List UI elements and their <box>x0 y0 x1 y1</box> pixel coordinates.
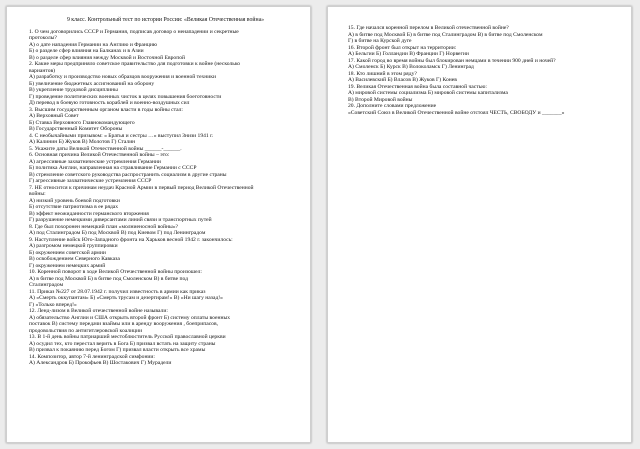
text-line: 14. Композитор, автор 7-й ленинградской симфонии: <box>29 353 155 360</box>
text-line: А) под Сталинградом Б) под Москвой В) под Киевом Г) под Ленинградом <box>29 230 206 236</box>
text-line: 3. Высшим государственным органом власти в годы войны стал: <box>29 106 183 113</box>
text-line: А) Калинин Б) Жуков В) Молотов Г) Сталин <box>29 139 136 145</box>
text-line: 18. Кто лишний в этом ряду? <box>348 70 417 77</box>
text-line: войны: <box>29 191 46 197</box>
text-line: Б) отсутствие патриотизма в ее рядах <box>29 204 119 210</box>
text-line: А) обязательство Англии и США открыть второй фронт Б) систему оплаты военных <box>29 314 230 321</box>
text-line: В) укрепление трудовой дисциплины <box>29 87 118 93</box>
text-line: Г) в битве на Курской дуге <box>348 38 412 44</box>
page-2-questions <box>348 25 623 116</box>
text-line: Г) «Только вперед!» <box>29 301 77 308</box>
text-line: А) Василевский Б) Власов В) Жуков Г) Конев <box>348 77 457 83</box>
text-line: В) Второй Мировой войны <box>348 96 413 103</box>
text-line: Г) окружением немецких армий <box>29 262 106 269</box>
text-line: Г) агрессивные захватнические устремления СССР <box>29 178 152 184</box>
text-line: 11. Приказ №227 от 28.07.1942 г. получил известность в армии как приказ <box>29 288 206 295</box>
text-line: 2. Какие меры предприняло советское правительство для подготовки к войне (несколько <box>29 61 241 67</box>
text-line: Г) разрушение немецкими диверсантами линий связи и транспортных путей <box>29 217 212 223</box>
text-line: Г) проведение политических военных чисток в целях повышения боеготовности <box>29 93 222 100</box>
text-line: Б) окружением советской армии <box>29 249 106 256</box>
text-line: В) о разделе сфер влияния между Москвой и Восточной Европой <box>29 54 186 61</box>
text-line: А) о дате нападения Германии на Англию и Францию <box>29 41 158 48</box>
text-line: В) эффект неожиданности германского вторжения <box>29 210 149 217</box>
text-line: А) Верховный Совет <box>29 113 79 119</box>
document-page-1 <box>6 6 311 443</box>
text-line: В) стремление советского руководства распространить социализм в другие страны <box>29 171 227 178</box>
text-line: 5. Укажите даты Великой Отечественной войны ______-______. <box>29 145 182 152</box>
text-line: А) Александров Б) Прокофьев В) Шостакович Г) Мурадели <box>29 360 172 366</box>
text-line: поставок В) систему передачи взаймы или в аренду вооружения , боеприпасов, <box>29 321 219 327</box>
text-line: 17. Какой город во время войны был блокирован немцами в течении 900 дней и ночей? <box>348 57 556 64</box>
text-line: Б) о разделе сфер влияния на Балканах и в Азии <box>29 48 144 54</box>
text-line: вариантов) <box>29 67 55 74</box>
text-line: Б) увеличение бюджетных ассигнований на оборону <box>29 80 155 87</box>
text-line: А) осудил тех, кто перестал верить в Бога Б) призвал встать на защиту страны <box>29 340 216 347</box>
text-line: 1. О чем договорились СССР и Германия, подписав договор о ненападении и секретные <box>29 28 239 35</box>
text-line: В) Государственный Комитет Обороны <box>29 126 123 132</box>
page-1-content <box>7 7 310 371</box>
text-line: Д) перевод в боевую готовность кораблей и военно-воздушных сил <box>29 100 190 106</box>
text-line: Сталинградом <box>29 282 64 288</box>
text-line: А) агрессивные захватнические устремления Германии <box>29 158 161 165</box>
text-line: «Советский Союз в Великой Отечественной войне отстоял ЧЕСТЬ, СВОБОДУ и _______» <box>348 109 565 116</box>
text-line: 19. Великая Отечественная война была составной частью: <box>348 83 487 90</box>
text-line: 6. Основная причина Великой Отечественной войны – это: <box>29 152 170 158</box>
text-line: Б) политика Англии, направленная на стравливание Германии с СССР <box>29 165 197 171</box>
text-line: А) в битве под Москвой Б) в битве под Сталинградом В) в битве под Смоленском <box>348 31 543 38</box>
text-line: 9. Наступление войск Юго-Западного фронта на Харьков весной 1942 г. закончилось: <box>29 236 233 243</box>
text-line: 7. НЕ относится к причинам неудач Красной Армии в первый период Великой Отечественной <box>29 184 254 191</box>
text-line: 8. Где был похоронен немецкий план «молниеносной войны»? <box>29 223 179 230</box>
text-line: Б) Ставка Верховного Главнокомандующего <box>29 119 135 126</box>
text-line: А) мировой системы социализма Б) мировой системы капитализма <box>348 90 508 96</box>
text-line: 13. В 1-й день войны патриарший местоблюститель Русской православной церкви <box>29 334 226 340</box>
text-line: В) призвал к покаянию перед Богом Г) призвал власти открыть все храмы <box>29 347 206 353</box>
test-title: 9 класс. Контрольный тест по истории России: «Великая Отечественная война» <box>66 17 265 23</box>
text-line: 20. Дополните словами предложение <box>348 103 437 109</box>
page-1-questions <box>29 29 302 367</box>
text-line: А) «Смерть оккупантам» Б) «Смерть трусам и дезертирам!» В) «Ни шагу назад!» <box>29 295 223 301</box>
text-line: А) Бельгии Б) Голландии В) Франции Г) Норвегии <box>348 51 469 57</box>
text-line: А) разработку и производство новых образцов вооружения и военной техники <box>29 74 216 80</box>
text-line: 16. Второй фронт был открыт на территории: <box>348 44 457 51</box>
text-line: 10. Коренной поворот в ходе Великой Отечественной войны произошел: <box>29 269 202 275</box>
text-line: продовольствия по антигитлеровской коалиции <box>29 327 143 334</box>
text-line: 12. Ленд-лизом в Великой отечественной войне называли: <box>29 308 168 314</box>
text-line: А) низкий уровень боевой подготовки <box>29 197 120 204</box>
text-line: А) в битве под Москвой Б) в битве под Смоленском В) в битве под <box>29 275 188 282</box>
text-line: 4. С необычайными призывом: « Братья и сестры …» выступил Знизи 1941 г. <box>29 132 214 139</box>
text-line: А) разгромом немецкой группировки <box>29 243 118 249</box>
text-line: А) Смоленск Б) Курск В) Волоколамск Г) Ленинград <box>348 64 474 70</box>
text-line: протоколы? <box>29 35 57 41</box>
page-2-content <box>328 7 631 120</box>
text-line: В) освобождением Северного Кавказа <box>29 256 120 262</box>
document-page-2 <box>327 6 632 443</box>
text-line: 15. Где начался коренной перелом в Великой отечественной войне? <box>348 25 509 31</box>
